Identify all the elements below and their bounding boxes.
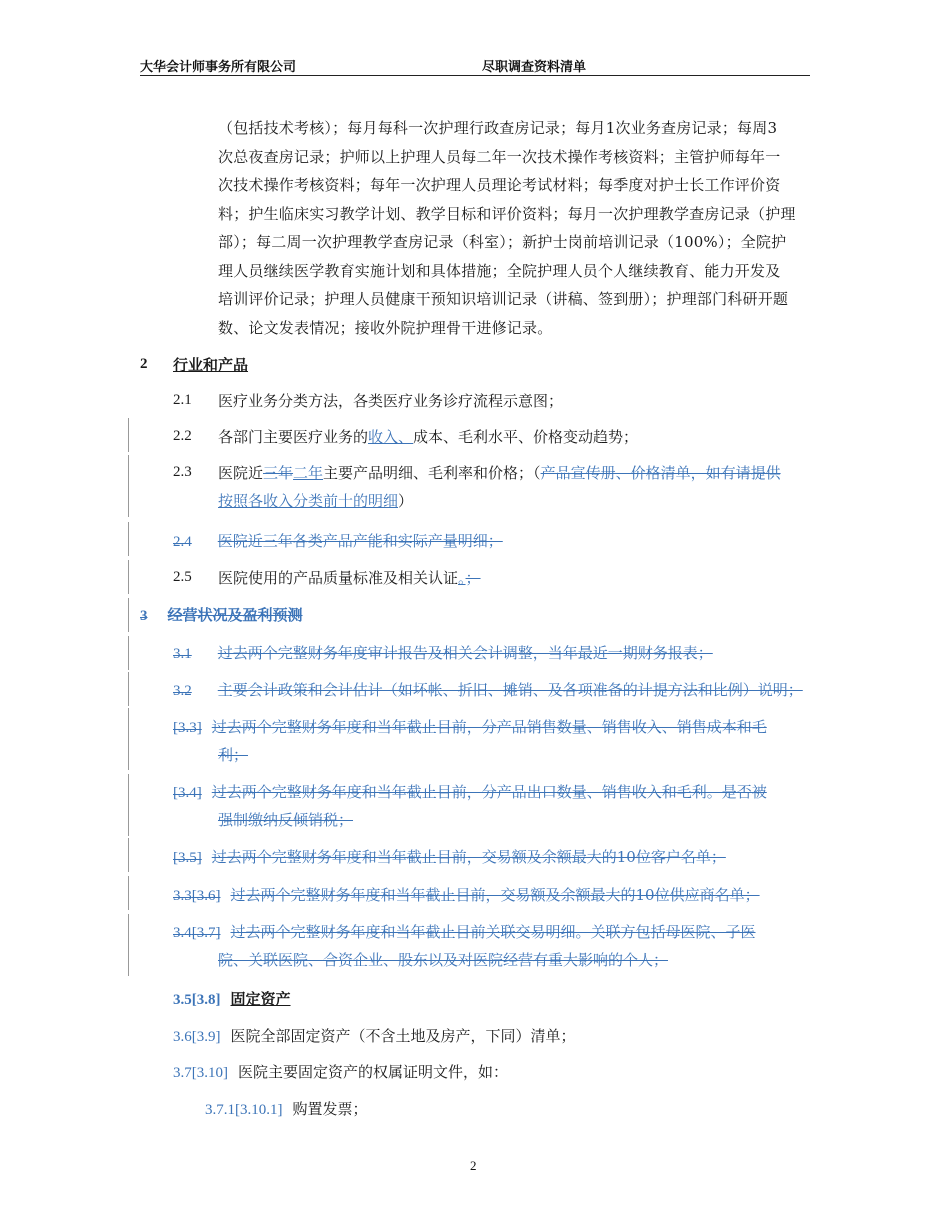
revision-bar: [128, 876, 129, 910]
item-3-1-deleted: 3.1 过去两个完整财务年度审计报告及相关会计调整，当年最近一期财务报表；: [173, 644, 713, 662]
intro-line: 次总夜查房记录；护师以上护理人员每二年一次技术操作考核资料；主管护师每年一: [218, 147, 781, 166]
inserted-text: 收入、: [368, 428, 414, 446]
item-3-4-deleted: [3.4] 过去两个完整财务年度和当年截止目前，分产品出口数量、销售收入和毛利。是否被: [173, 783, 767, 801]
item-2-4-deleted: 2.4 医院近三年各类产品产能和实际产量明细；: [173, 532, 503, 550]
inserted-text: 。: [458, 569, 466, 587]
revision-bar: [128, 774, 129, 836]
intro-line: 理人员继续医学教育实施计划和具体措施；全院护理人员个人继续教育、能力开发及: [218, 261, 781, 280]
revision-bar: [128, 418, 129, 452]
revision-bar: [128, 560, 129, 594]
revision-bar: [128, 708, 129, 770]
intro-paragraph: [218, 114, 814, 342]
item-2-2-text: 各部门主要医疗业务的收入、成本、毛利水平、价格变动趋势；: [218, 428, 639, 446]
item-2-1-text: 医疗业务分类方法，各类医疗业务诊疗流程示意图；: [218, 392, 564, 410]
item-2-1: [173, 390, 192, 409]
item-2-3-text-line2: 按照各收入分类前十的明细）: [218, 492, 414, 510]
section-3-deleted: 3 经营状况及盈利预测: [140, 606, 303, 624]
item-3-2-deleted: 3.2 主要会计政策和会计估计（如坏帐、折旧、摊销、及各项准备的计提方法和比例）说明；: [173, 681, 803, 699]
item-3-8-heading: 3.5[3.8] 固定资产: [173, 990, 291, 1008]
intro-line: 部）；每二周一次护理教学查房记录（科室）；新护士岗前培训记录（100%）；全院护: [218, 233, 787, 251]
intro-line: 数、论文发表情况；接收外院护理骨干进修记录。: [218, 318, 553, 337]
item-number: 2.1: [173, 392, 192, 408]
revision-bar: [128, 598, 129, 632]
intro-line: 料；护生临床实习教学计划、教学目标和评价资料；每月一次护理教学查房记录（护理: [218, 204, 796, 223]
deleted-text: 产品宣传册、价格清单，如有请提供: [540, 464, 781, 482]
item-3-6-deleted: 3.3[3.6] 过去两个完整财务年度和当年截止目前，交易额及余额最大的10位供应商名单；: [173, 886, 760, 904]
item-3-3-deleted: [3.3] 过去两个完整财务年度和当年截止目前，分产品销售数量、销售收入、销售成本和毛: [173, 718, 767, 736]
item-3-7-deleted-line2: 院、关联医院、合资企业、股东以及对医院经营有重大影响的个人；: [218, 951, 669, 969]
item-3-5-deleted: [3.5] 过去两个完整财务年度和当年截止目前，交易额及余额最大的10位客户名单；: [173, 848, 726, 866]
item-3-9: 3.6[3.9] 医院全部固定资产（不含土地及房产，下同）清单；: [173, 1027, 576, 1045]
revision-bar: [128, 455, 129, 517]
item-2-5-text: 医院使用的产品质量标准及相关认证。；: [218, 569, 481, 587]
header-company: 大华会计师事务所有限公司: [140, 60, 297, 75]
revision-bar: [128, 838, 129, 872]
item-3-10-1: 3.7.1[3.10.1] 购置发票；: [205, 1100, 368, 1118]
inserted-text: 二年: [293, 464, 324, 482]
item-3-10: 3.7[3.10] 医院主要固定资产的权属证明文件，如：: [173, 1063, 509, 1081]
item-3-7-deleted: 3.4[3.7] 过去两个完整财务年度和当年截止目前关联交易明细。关联方包括母医院、子医: [173, 923, 756, 941]
header-doc-title: 尽职调查资料清单: [482, 60, 587, 75]
revision-bar: [128, 672, 129, 706]
revision-bar: [128, 914, 129, 976]
header-rule: [140, 75, 810, 76]
deleted-text: 三年: [263, 464, 294, 482]
item-2-3: 2.3: [173, 464, 192, 480]
intro-line: 培训评价记录；护理人员健康干预知识培训记录（讲稿、签到册）；护理部门科研开题: [218, 290, 789, 308]
item-2-2: 2.2: [173, 428, 192, 444]
revision-bar: [128, 522, 129, 556]
item-3-3-deleted-line2: 利；: [218, 746, 249, 764]
revision-bar: [128, 636, 129, 670]
item-2-3-text-line1: 医院近三年二年主要产品明细、毛利率和价格；（产品宣传册、价格清单，如有请提供: [218, 464, 781, 482]
inserted-text: 按照各收入分类前十的明细: [218, 492, 399, 510]
item-2-5: 2.5: [173, 569, 192, 585]
intro-line: （包括技术考核）；每月每科一次护理行政查房记录；每月1次业务查房记录；每周3: [218, 119, 778, 137]
section-2-title: 行业和产品: [173, 356, 249, 374]
intro-line: 次技术操作考核资料；每年一次护理人员理论考试材料；每季度对护士长工作评价资: [218, 176, 781, 194]
deleted-text: ；: [465, 569, 481, 587]
section-2-number: 2: [140, 356, 148, 372]
page-number: 2: [470, 1158, 477, 1173]
item-3-4-deleted-line2: 强制缴纳反倾销税；: [218, 811, 354, 829]
